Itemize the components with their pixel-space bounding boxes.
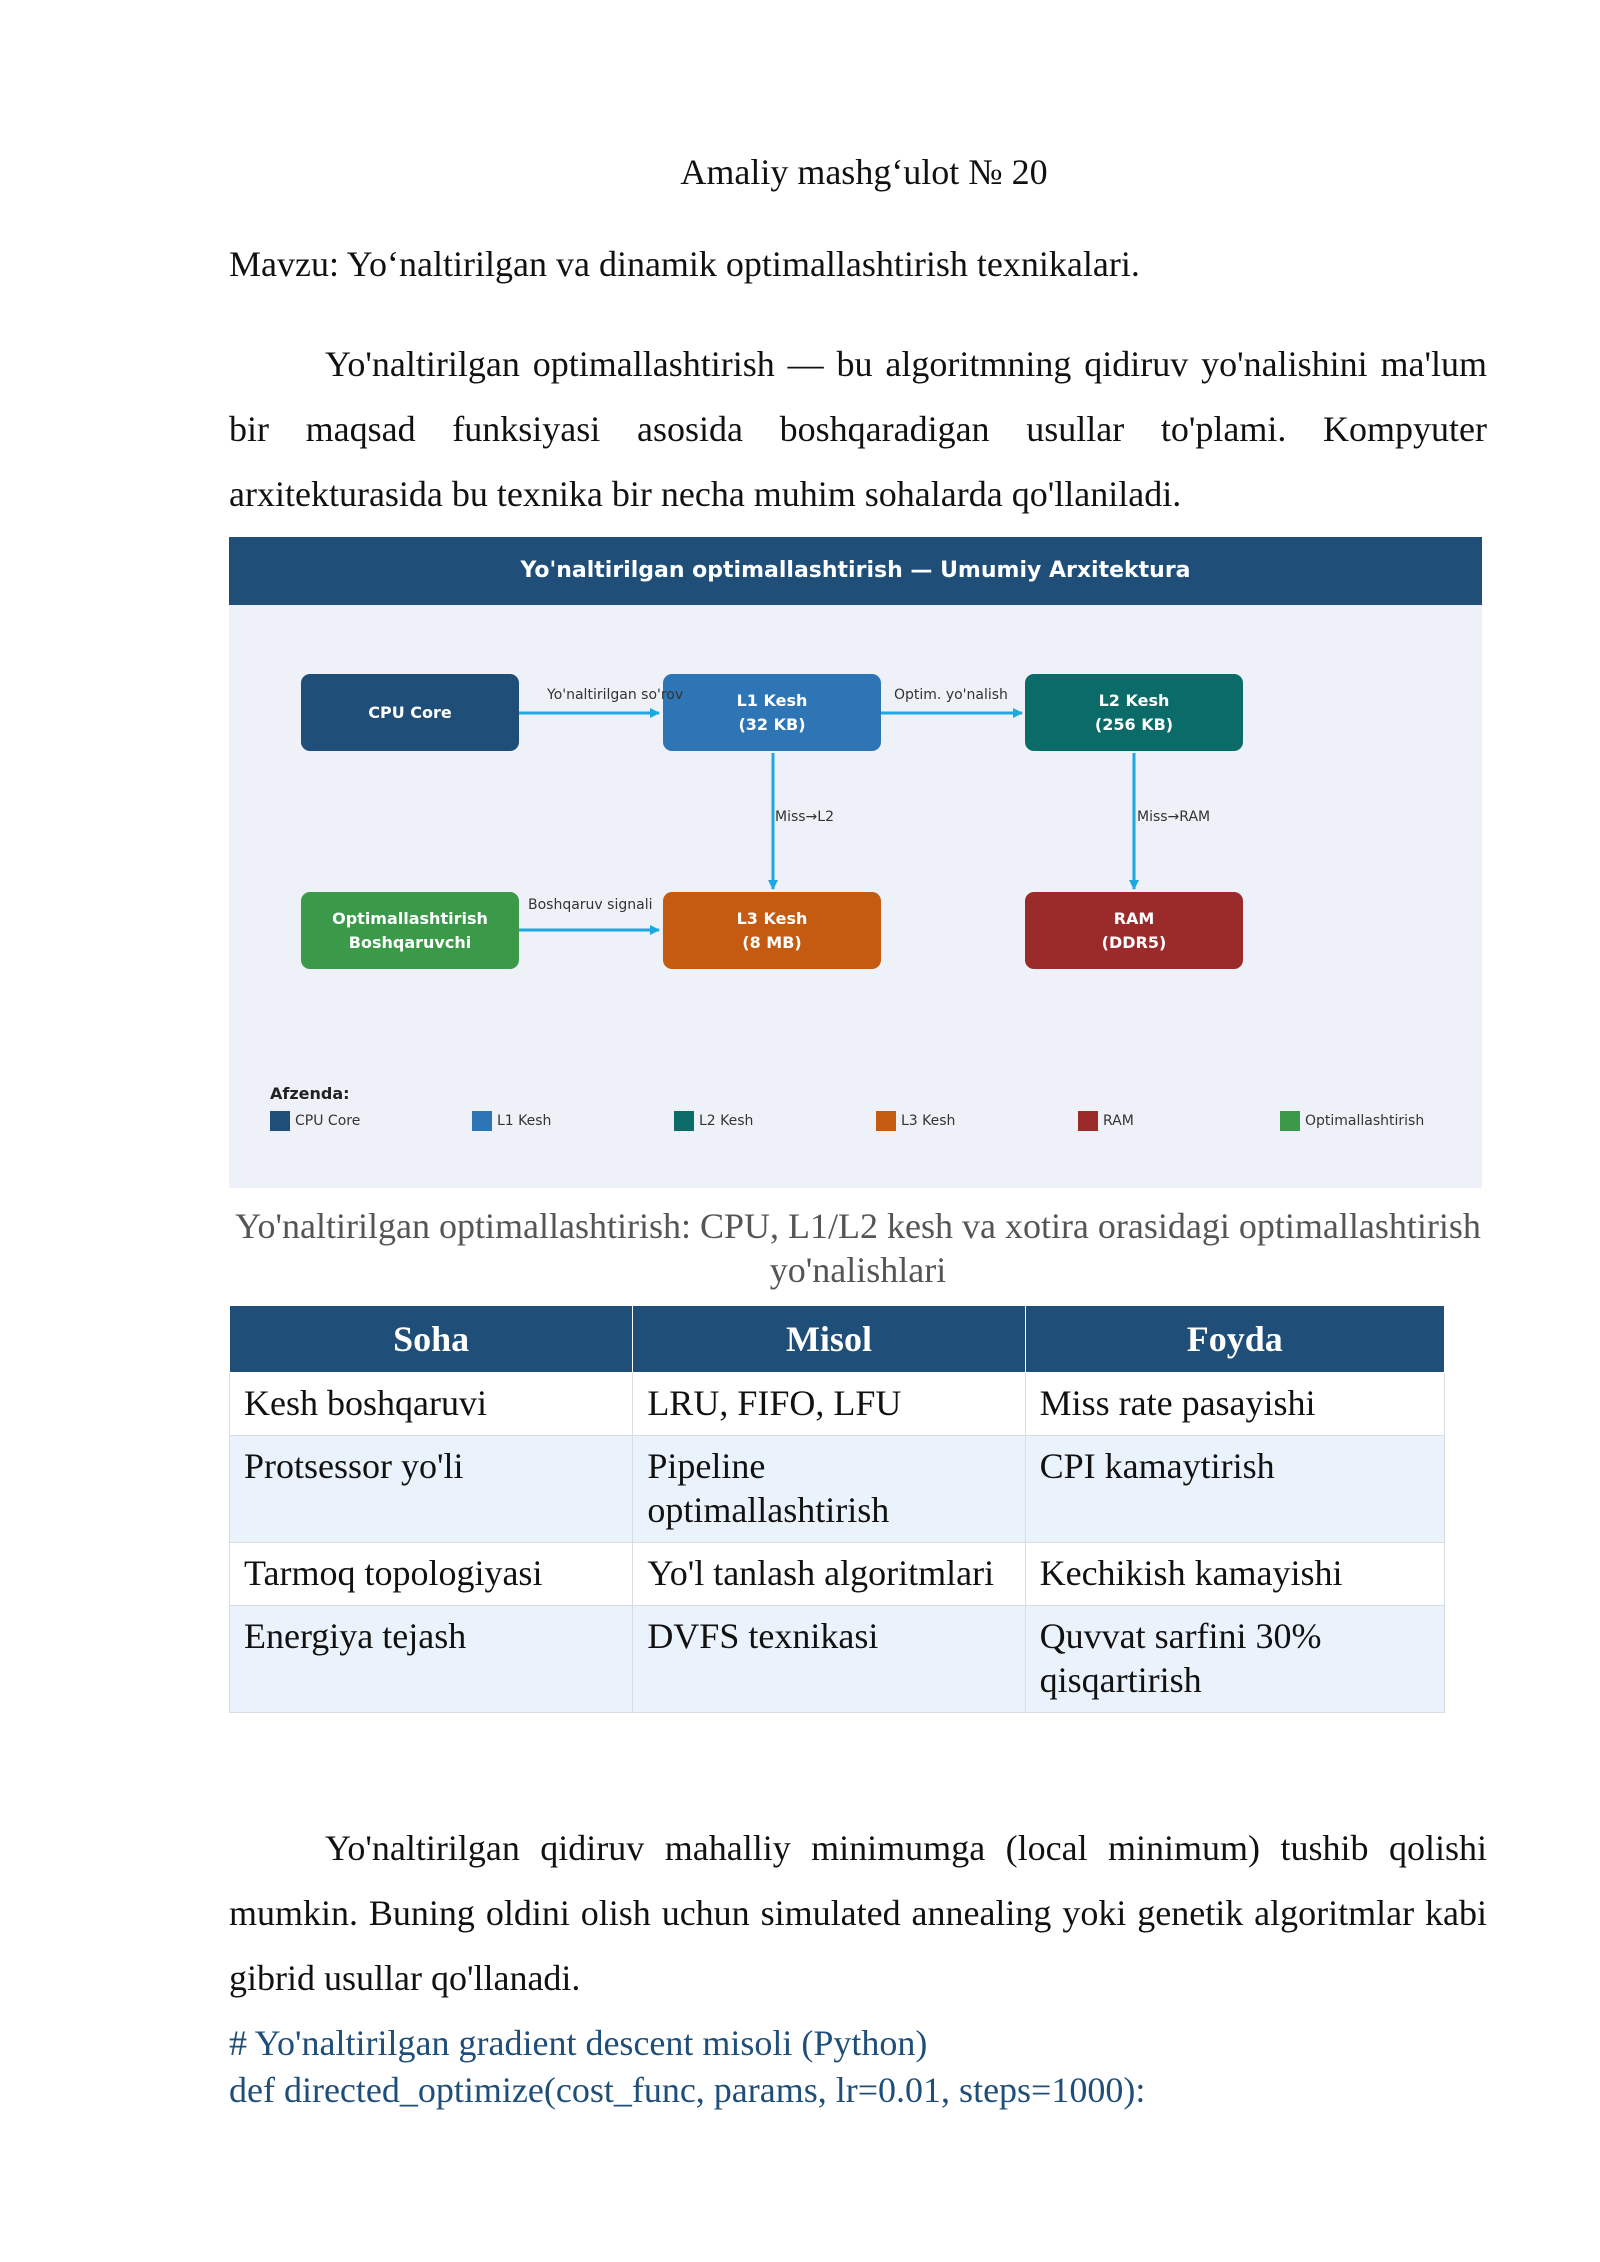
diagram-header: Yo'naltirilgan optimallashtirish — Umumiy Arxitektura — [229, 537, 1482, 605]
legend-swatch-cpu — [270, 1111, 290, 1131]
table-header-row — [230, 1306, 1445, 1373]
legend-label-optimization: Optimallashtirish — [1305, 1113, 1425, 1129]
node-l3-label: L3 Kesh — [736, 908, 808, 928]
legend-swatch-ram — [1078, 1111, 1098, 1131]
table-row — [230, 1606, 1445, 1713]
table-cell: Tarmoq topologiyasi — [230, 1543, 633, 1606]
legend-item-optimization — [1280, 1111, 1424, 1131]
node-l1-cache — [663, 674, 881, 751]
edge-label-l2-ram: Miss→RAM — [1137, 809, 1211, 825]
table-cell: Quvvat sarfini 30% qisqartirish — [1025, 1606, 1444, 1713]
node-l3-cache — [663, 892, 881, 969]
legend-item-l2 — [674, 1111, 753, 1131]
table-row — [230, 1543, 1445, 1606]
figure-caption: Yo'naltirilgan optimallashtirish: CPU, L1/L2 kesh va xotira orasidagi optimallashtirish yo'nalishlari — [235, 1206, 1481, 1290]
local-minimum-paragraph: Yo'naltirilgan qidiruv mahalliy minimumga (local minimum) tushib qolishi mumkin. Buning oldini olish uchun simulated annealing yoki genetik algoritmlar kabi gibrid usullar qo'llanadi. — [229, 1828, 1487, 1998]
edge-label-l1-l3: Miss→L2 — [775, 809, 834, 825]
table-cell: DVFS texnikasi — [633, 1606, 1025, 1713]
table-cell: Protsessor yo'li — [230, 1436, 633, 1543]
table-cell: Pipeline optimallashtirish — [633, 1436, 1025, 1543]
legend-label-l1: L1 Kesh — [497, 1113, 552, 1129]
node-optimizer — [301, 892, 519, 969]
edge-label-cpu-l1: Yo'naltirilgan so'rov — [547, 687, 684, 703]
table-row — [230, 1373, 1445, 1436]
table-cell: Kesh boshqaruvi — [230, 1373, 633, 1436]
legend-item-l3 — [876, 1111, 955, 1131]
table-header-cell: Misol — [633, 1306, 1025, 1373]
legend-label-l3: L3 Kesh — [901, 1113, 956, 1129]
legend-label-l2: L2 Kesh — [699, 1113, 754, 1129]
legend-item-cpu — [270, 1111, 360, 1131]
node-cpu-label: CPU Core — [368, 702, 452, 722]
table-cell: CPI kamaytirish — [1025, 1436, 1444, 1543]
code-comment-line: # Yo'naltirilgan gradient descent misoli (Python) — [229, 2023, 928, 2063]
node-l2-label: L2 Kesh — [1098, 690, 1170, 710]
legend-label-ram: RAM — [1103, 1113, 1134, 1129]
legend-swatch-optimization — [1280, 1111, 1300, 1131]
node-l2-cache — [1025, 674, 1243, 751]
table-header-cell: Foyda — [1025, 1306, 1444, 1373]
application-table — [229, 1305, 1445, 1713]
node-ram — [1025, 892, 1243, 969]
node-optimizer-sub: Boshqaruvchi — [348, 932, 472, 952]
node-ram-label: RAM — [1113, 908, 1155, 928]
topic-line: Mavzu: Yo‘naltirilgan va dinamik optimallashtirish texnikalari. — [229, 244, 1140, 284]
edge-label-l1-l2: Optim. yo'nalish — [894, 687, 1008, 703]
intro-paragraph: Yo'naltirilgan optimallashtirish — bu algoritmning qidiruv yo'nalishini ma'lum bir maqsad funksiyasi asosida boshqaradigan usullar to'plami. Kompyuter arxitekturasida bu texnika bir necha muhim sohalarda qo'llaniladi. — [229, 344, 1487, 514]
page-title: Amaliy mashg‘ulot № 20 — [680, 152, 1048, 192]
node-l1-label: L1 Kesh — [736, 690, 808, 710]
edge-label-opt-l3: Boshqaruv signali — [528, 897, 653, 913]
table-cell: Energiya tejash — [230, 1606, 633, 1713]
code-snippet — [229, 2020, 1145, 2114]
node-l3-size: (8 MB) — [742, 932, 802, 952]
table-row — [230, 1436, 1445, 1543]
node-cpu-core — [301, 674, 519, 751]
table-cell: Miss rate pasayishi — [1025, 1373, 1444, 1436]
node-l2-size: (256 KB) — [1094, 714, 1174, 734]
architecture-diagram — [229, 537, 1482, 1188]
code-def-line: def directed_optimize(cost_func, params, lr=0.01, steps=1000): — [229, 2070, 1146, 2110]
node-optimizer-label: Optimallashtirish — [332, 908, 488, 928]
table-header-cell: Soha — [230, 1306, 633, 1373]
node-l1-size: (32 KB) — [738, 714, 806, 734]
legend-item-ram — [1078, 1111, 1134, 1131]
table-cell: Kechikish kamayishi — [1025, 1543, 1444, 1606]
node-ram-type: (DDR5) — [1101, 932, 1167, 952]
legend-title: Afzenda: — [270, 1084, 350, 1103]
legend-swatch-l3 — [876, 1111, 896, 1131]
legend-item-l1 — [472, 1111, 551, 1131]
table-cell: LRU, FIFO, LFU — [633, 1373, 1025, 1436]
legend-label-cpu: CPU Core — [295, 1113, 361, 1129]
legend-swatch-l2 — [674, 1111, 694, 1131]
diagram-arrows — [229, 537, 1482, 1188]
legend-swatch-l1 — [472, 1111, 492, 1131]
table-cell: Yo'l tanlash algoritmlari — [633, 1543, 1025, 1606]
